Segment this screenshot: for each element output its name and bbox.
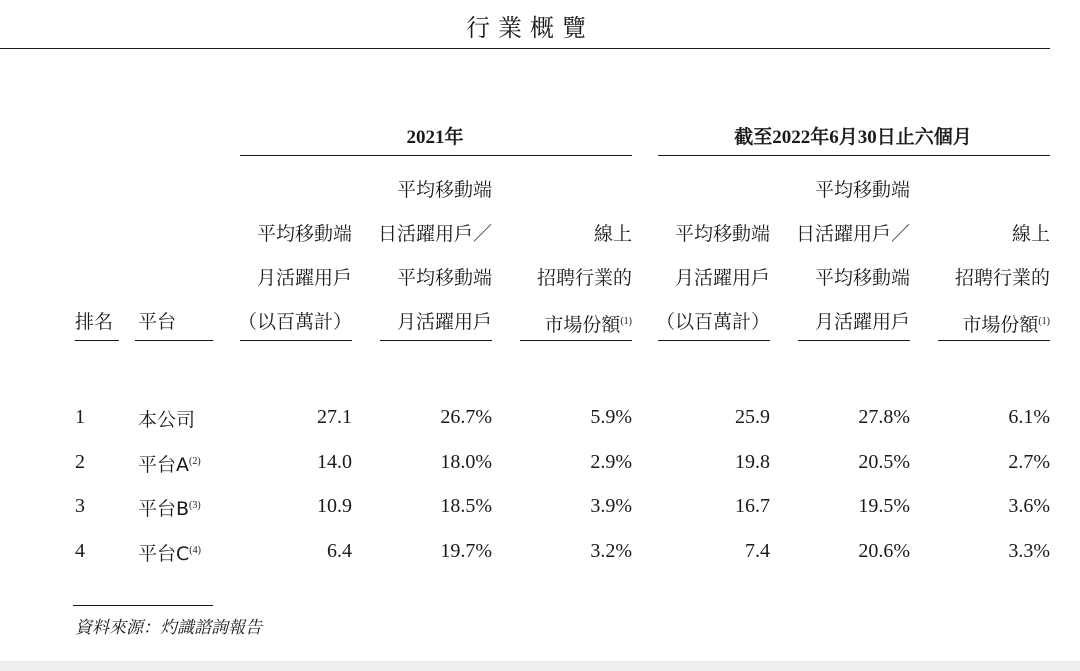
col-header-ratio-line2: 日活躍用戶／ bbox=[795, 223, 910, 245]
col-header-share-line2: 招聘行業的 bbox=[954, 267, 1050, 289]
share-label: 市場份額 bbox=[962, 314, 1039, 336]
col-header-share-line1: 線上 bbox=[1011, 223, 1050, 245]
group-header-2021: 2021年 bbox=[406, 127, 464, 148]
col-header-ratio-line4: 月活躍用戶 bbox=[396, 311, 492, 333]
cell-mau-2021: 6.4 bbox=[327, 540, 352, 562]
group-rule-2021 bbox=[240, 155, 632, 156]
platform-footnote: (3) bbox=[189, 500, 201, 511]
header-rule-share-2022 bbox=[938, 340, 1050, 341]
platform-name: 平台B bbox=[138, 498, 190, 520]
col-header-mau-line3: （以百萬計） bbox=[655, 311, 770, 333]
row-platform bbox=[138, 407, 195, 430]
cell-mau-2022: 7.4 bbox=[745, 540, 770, 562]
header-rule-rank bbox=[75, 340, 119, 341]
col-header-mau-line2: 月活躍用戶 bbox=[256, 267, 352, 289]
cell-share-2022: 3.3% bbox=[1008, 540, 1050, 562]
header-rule-platform bbox=[135, 340, 213, 341]
row-platform bbox=[138, 452, 201, 475]
platform-footnote: (2) bbox=[189, 456, 201, 467]
cell-mau-2021: 14.0 bbox=[317, 451, 352, 473]
page-bottom-strip bbox=[0, 661, 1080, 671]
cell-share-2021: 2.9% bbox=[590, 451, 632, 473]
cell-mau-2022: 19.8 bbox=[735, 451, 770, 473]
source-rule bbox=[73, 605, 213, 606]
col-header-share-line3 bbox=[544, 312, 632, 335]
platform-name: 平台A bbox=[138, 454, 189, 476]
platform-name: 本公司 bbox=[138, 409, 196, 431]
cell-share-2022: 3.6% bbox=[1008, 495, 1050, 517]
cell-share-2022: 2.7% bbox=[1008, 451, 1050, 473]
cell-share-2022: 6.1% bbox=[1008, 406, 1050, 428]
col-header-ratio-line4: 月活躍用戶 bbox=[814, 311, 910, 333]
cell-ratio-2021: 18.0% bbox=[440, 451, 492, 473]
col-header-ratio-line3: 平均移動端 bbox=[814, 267, 910, 289]
col-header-mau-line1: 平均移動端 bbox=[674, 223, 770, 245]
source-note: 資料來源：灼識諮詢報告 bbox=[75, 618, 262, 638]
group-rule-2022h1 bbox=[658, 155, 1050, 156]
col-header-platform: 平台 bbox=[138, 311, 177, 333]
col-header-ratio-line1: 平均移動端 bbox=[814, 179, 910, 201]
group-header-2022h1: 截至2022年6月30日止六個月 bbox=[734, 127, 972, 148]
cell-ratio-2022: 19.5% bbox=[858, 495, 910, 517]
header-rule-ratio-2021 bbox=[380, 340, 492, 341]
cell-share-2021: 3.9% bbox=[590, 495, 632, 517]
header-rule-share-2021 bbox=[520, 340, 632, 341]
col-header-share-line2: 招聘行業的 bbox=[536, 267, 632, 289]
col-header-mau-line1: 平均移動端 bbox=[256, 223, 352, 245]
col-header-ratio-line3: 平均移動端 bbox=[396, 267, 492, 289]
header-rule-mau-2021 bbox=[240, 340, 352, 341]
row-platform bbox=[138, 541, 201, 564]
share-label: 市場份額 bbox=[544, 314, 621, 336]
cell-ratio-2022: 20.5% bbox=[858, 451, 910, 473]
col-header-mau-line3: （以百萬計） bbox=[237, 311, 352, 333]
cell-mau-2022: 16.7 bbox=[735, 495, 770, 517]
col-header-share-line3 bbox=[962, 312, 1050, 335]
cell-mau-2021: 27.1 bbox=[317, 406, 352, 428]
cell-ratio-2022: 27.8% bbox=[858, 406, 910, 428]
share-footnote-marker: (1) bbox=[1038, 316, 1050, 327]
share-footnote-marker: (1) bbox=[620, 316, 632, 327]
row-rank: 4 bbox=[75, 540, 85, 562]
cell-mau-2022: 25.9 bbox=[735, 406, 770, 428]
section-title: 行業概覽 bbox=[466, 14, 594, 42]
col-header-rank: 排名 bbox=[75, 311, 114, 333]
cell-share-2021: 3.2% bbox=[590, 540, 632, 562]
cell-ratio-2021: 18.5% bbox=[440, 495, 492, 517]
platform-name: 平台C bbox=[138, 543, 190, 565]
title-rule bbox=[0, 48, 1050, 49]
row-rank: 3 bbox=[75, 495, 85, 517]
cell-share-2021: 5.9% bbox=[590, 406, 632, 428]
cell-ratio-2022: 20.6% bbox=[858, 540, 910, 562]
cell-mau-2021: 10.9 bbox=[317, 495, 352, 517]
col-header-share-line1: 線上 bbox=[593, 223, 632, 245]
cell-ratio-2021: 19.7% bbox=[440, 540, 492, 562]
col-header-ratio-line1: 平均移動端 bbox=[396, 179, 492, 201]
platform-footnote: (4) bbox=[189, 545, 201, 556]
col-header-ratio-line2: 日活躍用戶／ bbox=[377, 223, 492, 245]
cell-ratio-2021: 26.7% bbox=[440, 406, 492, 428]
col-header-mau-line2: 月活躍用戶 bbox=[674, 267, 770, 289]
row-platform bbox=[138, 496, 201, 519]
row-rank: 2 bbox=[75, 451, 85, 473]
row-rank: 1 bbox=[75, 406, 85, 428]
header-rule-ratio-2022 bbox=[798, 340, 910, 341]
header-rule-mau-2022 bbox=[658, 340, 770, 341]
